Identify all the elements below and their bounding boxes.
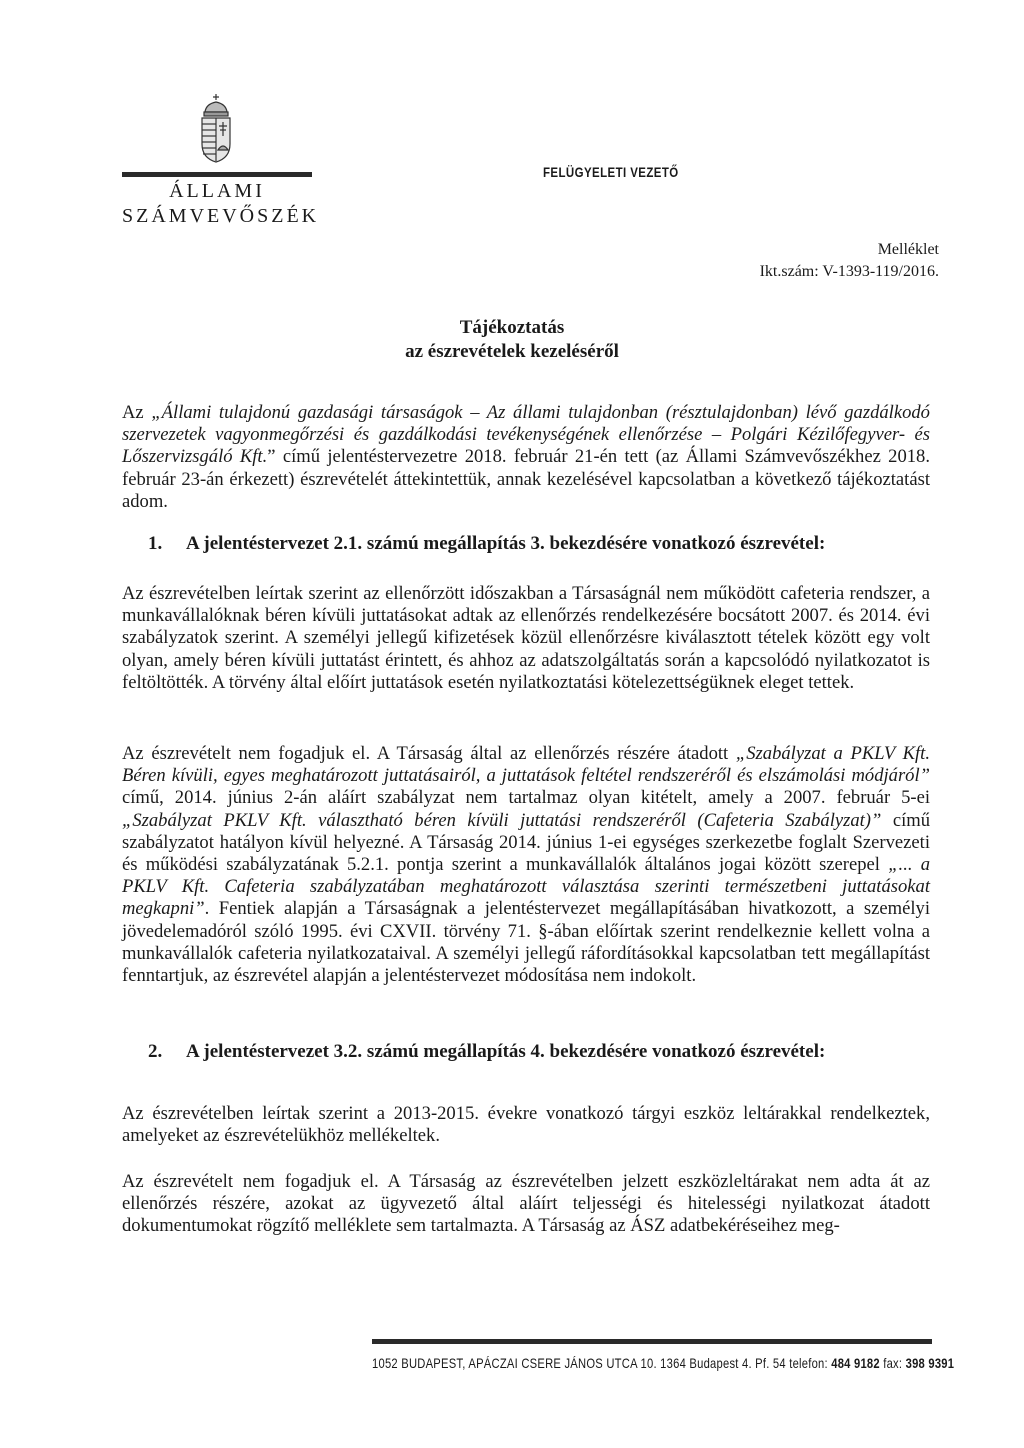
document-title: Tájékoztatás bbox=[459, 317, 565, 338]
annex-label: Melléklet bbox=[877, 241, 939, 258]
section-heading-1 bbox=[148, 533, 825, 555]
section-number-2: 2. bbox=[148, 1041, 163, 1062]
role-title: FELÜGYELETI VEZETŐ bbox=[543, 164, 679, 180]
footer-address-text: 1052 BUDAPEST, APÁCZAI CSERE JÁNOS UTCA 10. 1364 Budapest 4. Pf. 54 telefon: bbox=[372, 1355, 832, 1371]
org-name-line1: ÁLLAMI bbox=[169, 180, 265, 202]
text-run: című, 2014. június 2-án aláírt szabályzat nem tartalmaz olyan kitételt, amely a 2007. február 5-ei bbox=[122, 787, 930, 809]
section2-paragraph1: Az észrevételben leírtak szerint a 2013-2015. évekre vonatkozó tárgyi eszköz leltárakkal rendelkeztek, amelyeket az észrevételükhöz mellékeltek. bbox=[122, 1103, 930, 1147]
footer-phone: 484 9182 bbox=[831, 1355, 880, 1371]
footer-fax-label: fax: bbox=[879, 1355, 906, 1371]
footer-fax: 398 9391 bbox=[905, 1355, 955, 1371]
text-run: című szabályzatot hatályon kívül helyezné. A Társaság 2014. június 1-ei egységes szerkezetbe foglalt Szervezeti és működési szabályzatának 5.2.1. pontja szerint a munkavállalók általános jogai között szerepel bbox=[122, 809, 930, 876]
footer-rule bbox=[372, 1339, 932, 1344]
section-title-2: A jelentéstervezet 3.2. számú megállapítás 4. bekezdésére vonatkozó észrevétel: bbox=[186, 1041, 826, 1062]
section-number-1: 1. bbox=[148, 533, 163, 554]
intro-rest: ” című jelentéstervezetre 2018. február 21-én tett (az Állami Számvevőszékhez 2018. február 23-án érkezett) észrevételét áttekintettük, annak kezelésével kapcsolatban a következő tájékoztatást adom. bbox=[122, 446, 931, 512]
section-heading-2 bbox=[148, 1041, 825, 1063]
intro-paragraph bbox=[122, 402, 930, 513]
reference-number: Ikt.szám: V-1393-119/2016. bbox=[759, 263, 939, 280]
document-subtitle: az észrevételek kezeléséről bbox=[405, 341, 619, 362]
header-rule bbox=[122, 172, 312, 177]
section-title-1: A jelentéstervezet 2.1. számú megállapítás 3. bekezdésére vonatkozó észrevétel: bbox=[186, 533, 826, 554]
hungarian-coat-of-arms-icon bbox=[196, 92, 236, 164]
quoted-text-italic: „... a PKLV Kft. Cafeteria szabályzatában meghatározott választása szerinti természetbeni juttatásokat megkapni” bbox=[122, 854, 931, 920]
footer-address bbox=[372, 1355, 954, 1371]
section2-paragraph2: Az észrevételt nem fogadjuk el. A Társaság az észrevételben jelzett eszközleltárakat nem adta át az ellenőrzés részére, azokat az ügyvezető által aláírt teljességi és hitelességi nyilatkozat átadott dokumentumokat rögzítő melléklete sem tartalmazta. A Társaság az ÁSZ adatbekéréseihez meg- bbox=[122, 1171, 930, 1237]
quoted-title-italic: „Szabályzat PKLV Kft. választható béren kívüli juttatási rendszeréről (Cafeteria Szabályzat)” bbox=[122, 809, 882, 831]
quoted-title-italic: „Szabályzat a PKLV Kft. Béren kívüli, egyes meghatározott juttatásairól, a juttatások feltétel rendszeréről és elszámolási módjáról” bbox=[122, 743, 930, 787]
org-name-line2: SZÁMVEVŐSZÉK bbox=[122, 205, 320, 227]
intro-lead: Az bbox=[122, 402, 152, 423]
section1-paragraph1: Az észrevételben leírtak szerint az ellenőrzött időszakban a Társaságnál nem működött cafeteria rendszer, a munkavállalóknak béren kívüli juttatásokat adtak az ellenőrzés rendelkezésére bocsátott 2007. és 2014. évi szabályzatok szerint. A személyi jellegű kifizetések közül ellenőrzésre kiválasztott tételek között egy volt olyan, amely béren kívüli juttatást érintett, és ahhoz az adatszolgáltatás során a kapcsolódó nyilatkozatot is feltöltötték. A törvény által előírt juttatások esetén nyilatkoztatási kötelezettségüknek eleget tettek. bbox=[122, 583, 930, 693]
text-run: . Fentiek alapján a Társaságnak a jelentéstervezet megállapításában hivatkozott, a személyi jövedelemadóról szóló 1995. évi CXVII. törvény 71. §-ában előírtak szerint rendelkeznie kellett volna a munkavállalók cafeteria nyilatkozataival. A személyi jellegű ráfordításokkal kapcsolatban tett megállapítást fenntartjuk, az észrevétel alapján a jelentéstervezet módosítása nem indokolt. bbox=[122, 898, 930, 987]
section1-paragraph2 bbox=[122, 743, 930, 987]
report-title-italic: „Állami tulajdonú gazdasági társaságok – Az állami tulajdonban (résztulajdonban) lévő gazdálkodó szervezetek vagyonmegőrzési és gazdálkodási tevékenységének ellenőrzése – Polgári Kézilőfegyver- és Lőszervizsgáló Kft. bbox=[122, 402, 930, 468]
text-run: Az észrevételt nem fogadjuk el. A Társaság által az ellenőrzés részére átadott bbox=[122, 743, 736, 764]
